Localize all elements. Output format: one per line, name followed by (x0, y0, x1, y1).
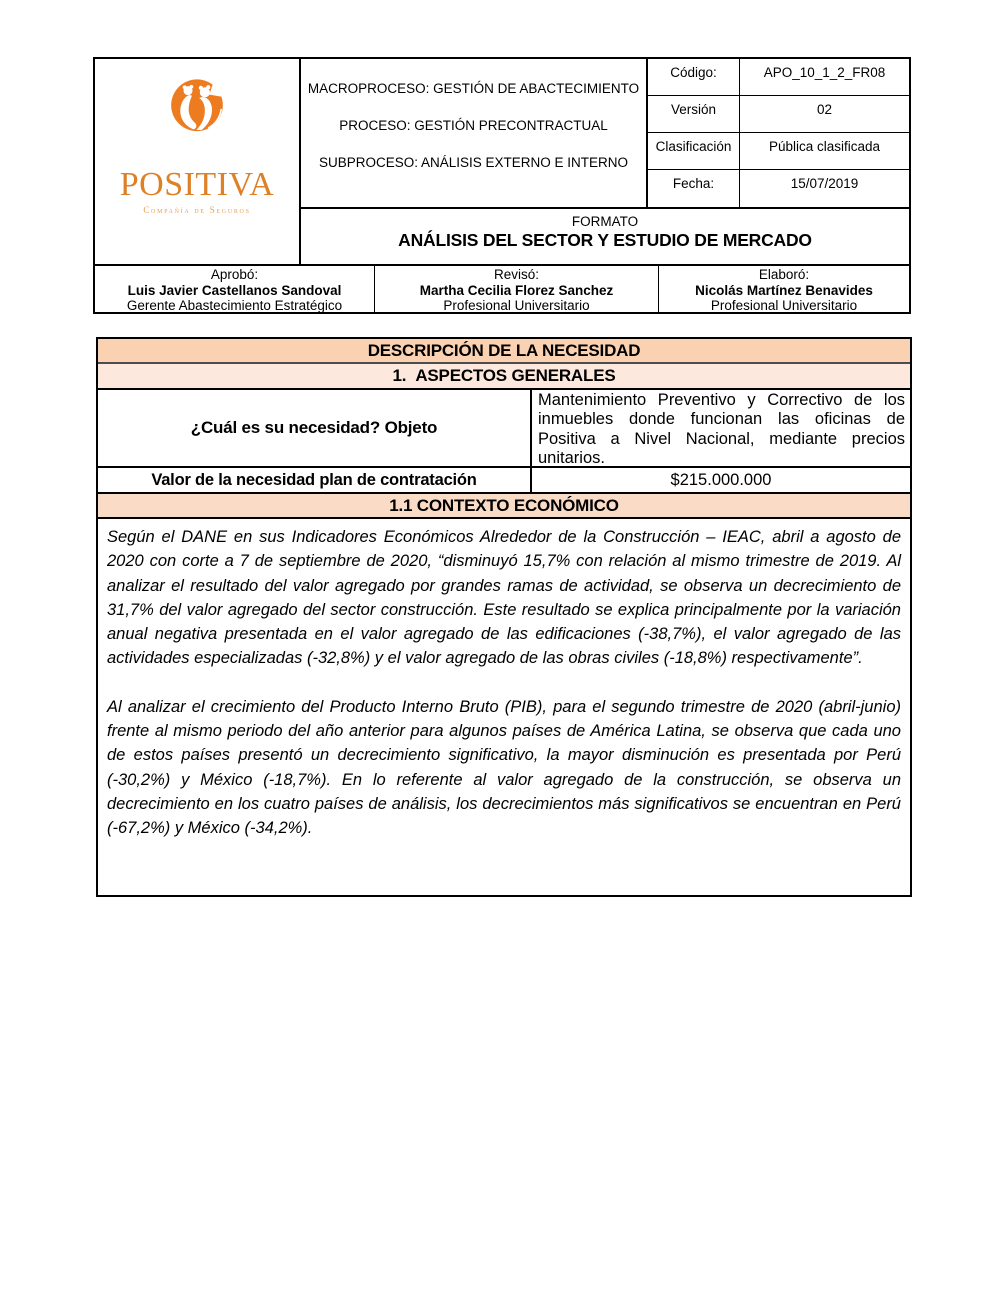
meta-label-clasificacion: Clasificación (648, 133, 740, 169)
meta-table (648, 59, 909, 207)
logo-wordmark: POSITIVA (119, 166, 275, 203)
contexto-economico-text (98, 519, 910, 895)
section-bar-aspectos: 1. ASPECTOS GENERALES (98, 364, 910, 390)
meta-row-version (648, 96, 909, 133)
macroproceso-text: MACROPROCESO: GESTIÓN DE ABACTECIMIENTO (307, 81, 640, 96)
valor-value-cell: $215.000.000 (670, 470, 772, 489)
signature-cell-reviso (375, 266, 659, 312)
meta-row-fecha (648, 170, 909, 207)
document-title: ANÁLISIS DEL SECTOR Y ESTUDIO DE MERCADO (398, 230, 812, 250)
header-table (93, 57, 911, 314)
meta-label-codigo: Código: (648, 59, 740, 95)
proceso-text: PROCESO: GESTIÓN PRECONTRACTUAL (339, 118, 608, 133)
meta-label-version: Versión (648, 96, 740, 132)
section-bar-descripcion: DESCRIPCIÓN DE LA NECESIDAD (98, 339, 910, 364)
signature-name: Luis Javier Castellanos Sandoval (127, 282, 342, 298)
meta-value-version: 02 (816, 102, 833, 117)
context-paragraph-1: Según el DANE en sus Indicadores Económicos Alrededor de la Construcción – IEAC, abril a agosto de 2020 con corte a 7 de septiembre de 2020, “disminuyó 15,7% con relación al mismo trimestre de 2019. Al analizar el resultado del valor agregado por grandes ramas de actividad, se observa un decrecimiento de 31,7% del valor agregado del sector construcción. Este resultado se explica principalmente por la variación anual negativa presentada en el valor agregado de las edificaciones (-38,7%), el valor agregado de las actividades especializadas (-32,8%) y el valor agregado de las obras civiles (-18,8%) respectivamente”. (107, 528, 901, 668)
process-cell (301, 59, 648, 207)
objeto-row (98, 390, 910, 468)
header-main-row (95, 59, 909, 264)
logo-cell (95, 59, 301, 264)
signature-role: Aprobó: (210, 267, 259, 282)
valor-label-cell: Valor de la necesidad plan de contratación (98, 468, 532, 492)
meta-value-codigo: APO_10_1_2_FR08 (763, 65, 886, 80)
meta-row-clasificacion (648, 133, 909, 170)
objeto-value-cell: Mantenimiento Preventivo y Correctivo de los inmuebles donde funcionan las oficinas de Positiva a Nivel Nacional, mediante precios unitarios. (538, 391, 905, 468)
signature-name: Nicolás Martínez Benavides (695, 282, 873, 298)
meta-value-fecha: 15/07/2019 (790, 176, 859, 191)
signature-role: Elaboró: (758, 267, 810, 282)
formato-label: FORMATO (571, 214, 639, 229)
header-top-row (301, 59, 909, 207)
meta-row-codigo (648, 59, 909, 96)
formato-cell (301, 207, 909, 264)
subproceso-text: SUBPROCESO: ANÁLISIS EXTERNO E INTERNO (318, 155, 629, 170)
context-paragraph-2: Al analizar el crecimiento del Producto Interno Bruto (PIB), para el segundo trimestre de 2020 (abril-junio) frente al mismo periodo del año anterior para algunos países de América Latina, se observa que cada uno de estos países presentó un decrecimiento significativo, la mayor disminución es presentada por Perú (-30,2%) y México (-18,7%). En lo referente al valor agregado de la construcción, se observa un decrecimiento en los cuatro países de análisis, los decrecimientos más significativos se encuentran en Perú (-67,2%) y México (-34,2%). (107, 697, 901, 838)
meta-value-clasificacion: Pública clasificada (768, 139, 881, 154)
signature-title: Profesional Universitario (443, 298, 590, 313)
logo-tagline: Compañía de Seguros (143, 205, 251, 215)
signature-row (95, 264, 909, 312)
signature-role: Revisó: (493, 267, 539, 282)
section-bar-contexto: 1.1 CONTEXTO ECONÓMICO (98, 494, 910, 519)
valor-row (98, 468, 910, 494)
signature-name: Martha Cecilia Florez Sanchez (419, 282, 614, 298)
objeto-label-cell: ¿Cuál es su necesidad? Objeto (98, 390, 532, 466)
meta-label-fecha: Fecha: (648, 170, 740, 207)
signature-title: Gerente Abastecimiento Estratégico (126, 298, 343, 313)
signature-cell-aprobo (95, 266, 375, 312)
signature-title: Profesional Universitario (710, 298, 858, 313)
positiva-logo-icon (138, 75, 256, 167)
main-table (96, 337, 912, 897)
header-right (301, 59, 909, 264)
signature-cell-elaboro (659, 266, 909, 312)
